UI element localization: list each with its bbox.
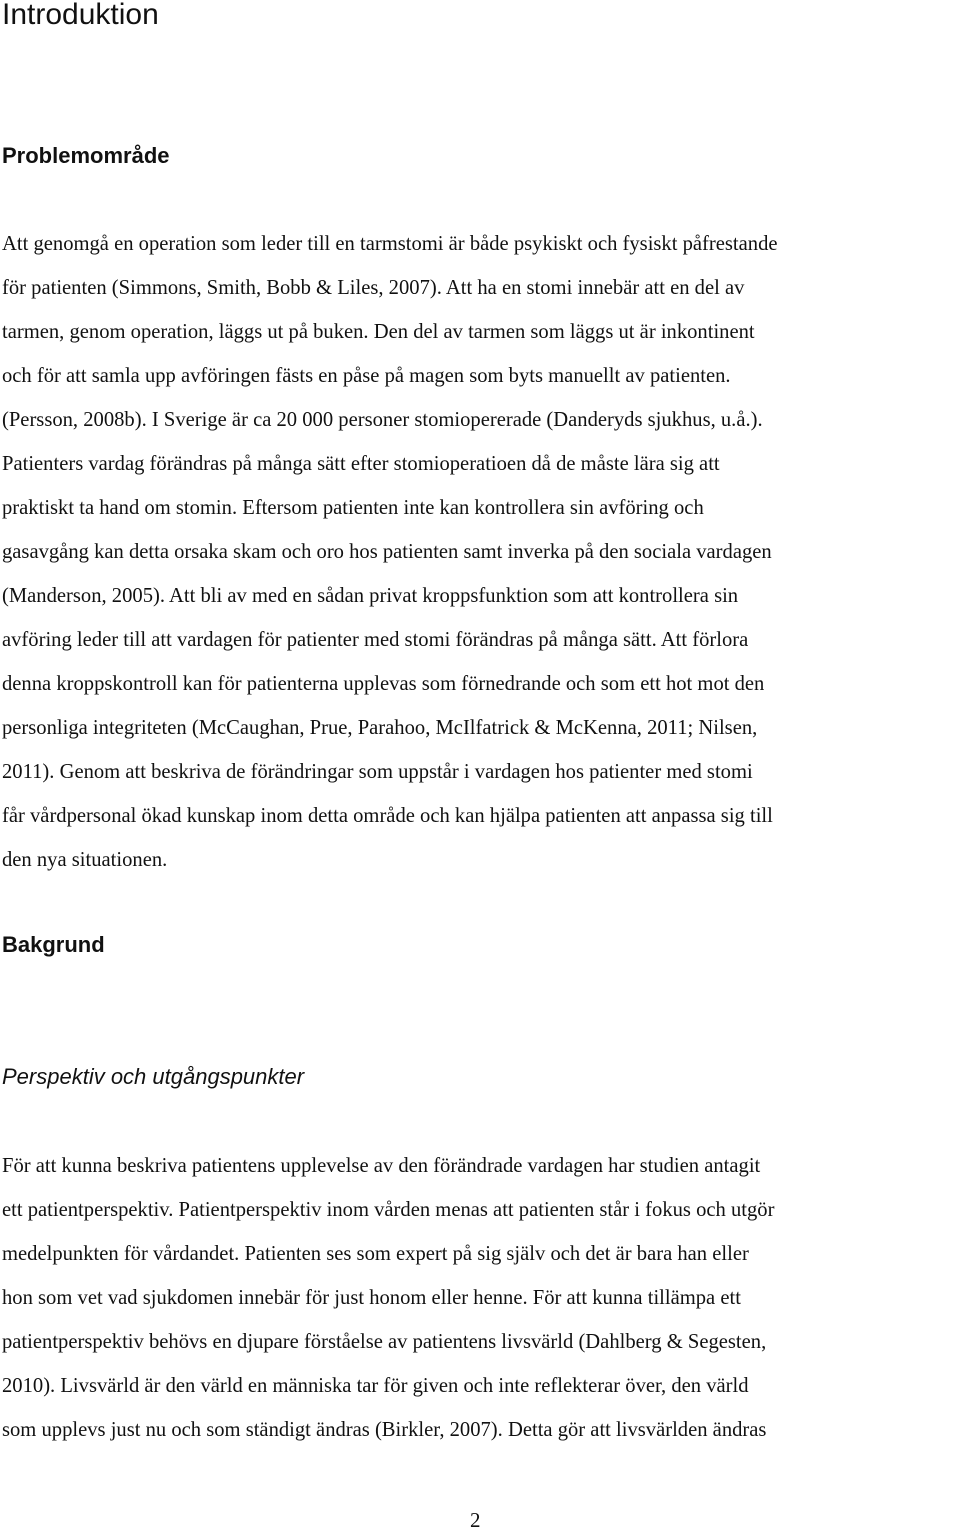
text-line: som upplevs just nu och som ständigt ändras (Birkler, 2007). Detta gör att livsvärlden ändras: [2, 1419, 767, 1441]
text-line: får vårdpersonal ökad kunskap inom detta område och kan hjälpa patienten att anpassa sig till: [2, 805, 773, 827]
subsection-heading-perspektiv: Perspektiv och utgångspunkter: [2, 1064, 305, 1089]
text-line: Att genomgå en operation som leder till en tarmstomi är både psykiskt och fysiskt påfrestande: [2, 233, 778, 255]
text-line: patientperspektiv behövs en djupare förståelse av patientens livsvärld (Dahlberg & Segesten,: [2, 1331, 767, 1353]
text-line: tarmen, genom operation, läggs ut på buken. Den del av tarmen som läggs ut är inkontinent: [2, 321, 755, 343]
text-line: För att kunna beskriva patientens upplevelse av den förändrade vardagen har studien antagit: [2, 1155, 761, 1177]
text-line: (Manderson, 2005). Att bli av med en sådan privat kroppsfunktion som att kontrollera sin: [2, 585, 739, 607]
text-line: och för att samla upp avföringen fästs en påse på magen som byts manuellt av patienten.: [2, 365, 731, 387]
text-line: den nya situationen.: [2, 849, 168, 871]
page-title: Introduktion: [2, 0, 159, 31]
text-line: praktiskt ta hand om stomin. Eftersom patienten inte kan kontrollera sin avföring och: [2, 497, 704, 519]
page-number: 2: [470, 1508, 481, 1532]
text-line: ett patientperspektiv. Patientperspektiv inom vården menas att patienten står i fokus och utgör: [2, 1199, 775, 1221]
text-line: 2011). Genom att beskriva de förändringar som uppstår i vardagen hos patienter med stomi: [2, 761, 753, 783]
section-heading-bakgrund: Bakgrund: [2, 932, 105, 957]
section-heading-problemomrade: Problemområde: [2, 143, 170, 168]
text-line: gasavgång kan detta orsaka skam och oro hos patienten samt inverka på den sociala vardagen: [2, 541, 772, 563]
text-line: medelpunkten för vårdandet. Patienten ses som expert på sig själv och det är bara han eller: [2, 1243, 749, 1265]
text-line: för patienten (Simmons, Smith, Bobb & Liles, 2007). Att ha en stomi innebär att en del av: [2, 277, 745, 299]
text-line: avföring leder till att vardagen för patienter med stomi förändras på många sätt. Att förlora: [2, 629, 749, 651]
paragraph-problemomrade: [2, 222, 958, 882]
text-line: (Persson, 2008b). I Sverige är ca 20 000 personer stomiopererade (Danderyds sjukhus, u.å.).: [2, 409, 763, 431]
text-line: 2010). Livsvärld är den värld en människa tar för given och inte reflekterar över, den värld: [2, 1375, 749, 1397]
text-line: personliga integriteten (McCaughan, Prue, Parahoo, McIlfatrick & McKenna, 2011; Nilsen,: [2, 717, 758, 739]
text-line: Patienters vardag förändras på många sätt efter stomioperatioen då de måste lära sig att: [2, 453, 720, 475]
paragraph-perspektiv: [2, 1144, 958, 1452]
text-line: hon som vet vad sjukdomen innebär för just honom eller henne. För att kunna tillämpa ett: [2, 1287, 741, 1309]
text-line: denna kroppskontroll kan för patienterna upplevas som förnedrande och som ett hot mot den: [2, 673, 765, 695]
